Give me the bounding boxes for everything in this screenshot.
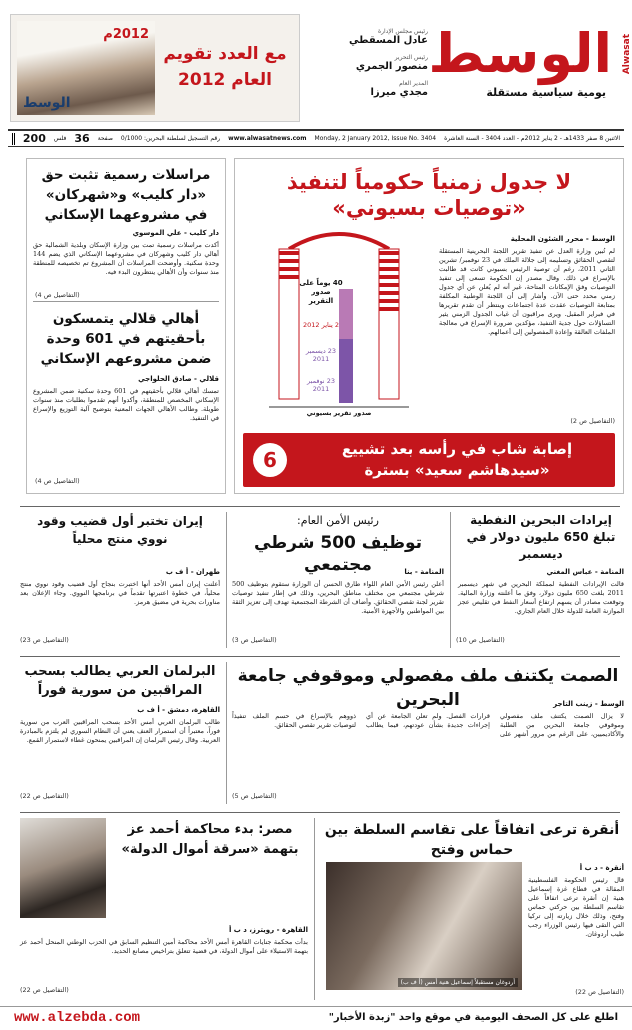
ankara-byline: أنقرة - د ب أ: [579, 864, 624, 872]
arab-parliament-body: طالب البرلمان العربي أمس الأحد بسحب المراقبين العرب من سورية فوراً، معتبراً أن استمرار العنف يعني أن النظام السوري لم يلتزم بالمبادرة العربية. وقال رئيس البرلمان إن المراقبين يمنحون غطاء لاستمرار القمع.: [20, 718, 220, 744]
housing1-byline: دار كليب - علي الموسوي: [132, 229, 219, 237]
pages-count: 36: [74, 132, 90, 145]
egypt-photo: [20, 818, 106, 918]
egypt-byline: القاهرة - رويترز، د ب أ: [228, 926, 308, 934]
revenue-byline: المنامة - عباس المغني: [546, 568, 624, 576]
lead-story: [234, 158, 624, 494]
calendar-year: 2012م: [103, 27, 149, 42]
footer-promo: اطلع على كل الصحف اليومية في موقع واحد "زبدة الأخبار": [328, 1012, 618, 1023]
housing2-continued[interactable]: (التفاصيل ص 4): [35, 477, 80, 485]
lead-body: لم تُبين وزارة العدل عن تنفيذ تقرير اللجنة البحرينية المستقلة لتقصي الحقائق وتسليمه إلى جلالة الملك في 23 نوفمبر/ تشرين الثاني 2011، رغم أن توصية الرئيس بسيوني كانت قد طالبت بالإسراع في ذلك. وقال مصدر إن الحكومة تسعى إلى تنفيذ التوصيات وفق الإمكانات المتاحة، غير أنه لم يُعلن عن أي جدول زمني محدد حتى الآن. وأشار إلى أن اللجنة الوطنية المكلفة بمتابعة التوصيات عقدت عدة اجتماعات وينتظر أن تقدم تقريرها في فبراير المقبل. ويرى مراقبون أن غياب الجدول الزمني يثير التساؤلات حول جدية التنفيذ، مؤكدين ضرورة الإسراع في معالجة الملفات العالقة وإعادة المفصولين إلى أعمالهم.: [439, 247, 615, 336]
col-divider-a: [450, 512, 451, 648]
masthead: [0, 0, 632, 128]
row4-top-rule: [20, 812, 620, 813]
lead-continued[interactable]: (التفاصيل ص 2): [570, 417, 615, 425]
timeline-bar-right: [379, 249, 399, 399]
timeline-bar-mid: [339, 339, 353, 403]
date-english: Monday, 2 January 2012, Issue No. 3404: [314, 135, 437, 142]
arab-parliament-story: [20, 662, 220, 804]
timeline-date-nov: 23 نوفمبر 2011: [307, 377, 335, 393]
timeline-caption: صدور تقرير بسيوني: [306, 409, 372, 417]
pages-label: صفحة: [97, 135, 113, 142]
iran-body: أعلنت إيران أمس الأحد أنها اختبرت بنجاح أول قضيب وقود نووي منتج محلياً، في خطوة اعتبرتها تقدماً في برنامجها النووي. وجاء الإعلان بعد مناورات بحرية في مضيق هرمز.: [20, 580, 220, 606]
footer-bar: [0, 1006, 632, 1030]
manager-title: المدير العام: [399, 80, 428, 87]
egypt-body: بدأت محكمة جنايات القاهرة أمس الأحد محاكمة أمين التنظيم السابق في الحزب الوطني المنحل أحمد عز بتهمة الاستيلاء على أموال الدولة، في قضية تتعلق بتراخيص مصانع الحديد.: [20, 938, 308, 955]
ankara-story: [320, 818, 624, 1000]
timeline-bar-left: [279, 249, 299, 399]
egypt-headline[interactable]: مصر: بدء محاكمة أحمد عز بتهمة «سرقة أموال الدولة»: [121, 822, 299, 857]
revenue-headline[interactable]: إيرادات البحرين النفطية تبلغ 650 مليون دولار في ديسمبر: [466, 513, 616, 561]
logo-text: الوسط: [428, 22, 612, 85]
housing-column: [26, 158, 226, 494]
police-continued[interactable]: (التفاصيل ص 3): [232, 636, 277, 644]
iran-headline[interactable]: إيران تختبر أول قضيب وقود نووي منتج محلياً: [37, 514, 203, 546]
revenue-body: قالت الإيرادات النفطية لمملكة البحرين في شهر ديسمبر 2011 بلغت 650 مليون دولار، وفق ما أعلنته وزارة المالية. وتوقعت مصادر أن يسهم ارتفاع أسعار النفط في تقليص عجز الموازنة العامة للدولة خلال العام الجاري.: [458, 580, 624, 615]
manager-name: مجدي ميرزا: [370, 87, 428, 98]
housing2-body: تمسك أهالي قلالي بأحقيتهم في 601 وحدة سكنية ضمن المشروع الإسكاني المخصص للمنطقة، وأكدوا أنهم تقدموا بطلبات منذ سنوات طويلة. وطالب الأهالي الجهات المعنية بتوضيح آلية التوزيع والإسراع في التنفيذ.: [33, 387, 219, 422]
housing1-body: أكدت مراسلات رسمية تمت بين وزارة الإسكان وبلدية الشمالية حق أهالي دار كليب وشهركان في مشروعهما الإسكاني الذي يضم 144 وحدة سكنية. وأوضحت المراسلات أن المشروع تم تخصيصه للمنطقة منذ سنوات وأن الأهالي ينتظرون البدء فيه.: [33, 241, 219, 276]
egypt-story: [20, 818, 308, 1000]
editor-name: منصور الجمري: [355, 61, 428, 72]
housing2-headline[interactable]: أهالي قلالي يتمسكون بأحقيتهم في 601 وحدة ضمن مشروعهم الإسكاني: [40, 311, 212, 367]
silence-byline: الوسط - زينب التاجر: [553, 700, 624, 708]
col-divider-b: [226, 512, 227, 648]
calendar-promo-title: مع العدد تقويم العام 2012: [163, 44, 287, 90]
registration: رقم التسجيل لسلطنة البحرين: 0/1000: [120, 135, 221, 142]
timeline-days: 40 يوماً على صدور التقرير: [299, 279, 343, 305]
police-body: أعلن رئيس الأمن العام اللواء طارق الحسن أن الوزارة ستقوم بتوظيف 500 شرطي مجتمعي من مختلف مناطق البحرين، وذلك في إطار تنفيذ توصيات تقرير لجنة تقصي الحقائق. وأضاف أن الشرطة المجتمعية تهدف إلى تعزيز الثقة بين المواطنين والأجهزة الأمنية.: [232, 580, 444, 615]
price-value: 200: [22, 132, 46, 145]
housing-divider: [33, 301, 219, 302]
date-arabic: الاثنين 8 صفر 1433هـ - 2 يناير 2012م - العدد 3404 - السنة العاشرة: [444, 135, 620, 142]
police-headline[interactable]: توظيف 500 شرطي مجتمعي: [253, 533, 423, 575]
arab-parliament-byline: القاهرة، دمشق - أ ف ب: [137, 706, 220, 714]
housing1-headline[interactable]: مراسلات رسمية تثبت حق «دار كليب» و«شهركان» في مشروعهما الإسكاني: [41, 167, 211, 223]
injury-page-badge: 6: [253, 443, 287, 477]
silence-continued[interactable]: (التفاصيل ص 5): [232, 792, 277, 800]
police-byline: المنامة - بنا: [404, 568, 444, 576]
staff-block: [308, 28, 428, 118]
website-link[interactable]: www.alwasatnews.com: [228, 135, 307, 142]
timeline-arc: [289, 234, 389, 249]
ankara-continued[interactable]: (التفاصيل ص 22): [575, 988, 624, 996]
silence-headline[interactable]: الصمت يكتنف ملف مفصولي وموقوفي جامعة البحرين: [237, 666, 619, 710]
dateline-strip: [8, 129, 624, 147]
lead-byline: الوسط - محرر الشئون المحلية: [510, 235, 615, 243]
row3-top-rule: [20, 656, 620, 657]
housing1-continued[interactable]: (التفاصيل ص 4): [35, 291, 80, 299]
silence-story: [232, 662, 624, 804]
arab-parliament-headline[interactable]: البرلمان العربي يطالب بسحب المراقبين من سورية فوراً: [24, 664, 216, 698]
injury-headline: إصابة شاب في رأسه بعد تشييع «سيدهاشم سعيد» بسترة: [341, 440, 573, 479]
ankara-photo: [326, 862, 522, 990]
iran-continued[interactable]: (التفاصيل ص 23): [20, 636, 69, 644]
calendar-cover-image: [17, 21, 155, 115]
row2-top-rule: [20, 506, 620, 507]
iran-story: [20, 512, 220, 648]
ankara-headline[interactable]: أنقرة ترعى اتفاقاً على تقاسم السلطة بين حماس وفتح: [324, 822, 620, 858]
timeline-graphic: [249, 229, 429, 425]
revenue-continued[interactable]: (التفاصيل ص 10): [456, 636, 505, 644]
revenue-story: [456, 512, 624, 648]
chairman-name: عادل المسقطي: [349, 35, 428, 46]
housing2-byline: قلالي - صادق الحلواجي: [138, 375, 219, 383]
chairman-title: رئيس مجلس الإدارة: [377, 28, 428, 35]
timeline-date-dec: 23 ديسمبر 2011: [305, 347, 337, 363]
calendar-promo[interactable]: [10, 14, 300, 122]
silence-body: لا يزال الصمت يكتنف ملف مفصولي وموقوفي جامعة البحرين من الطلبة والأكاديميين، على الرغم من مرور أشهر على قرارات الفصل. ولم تعلن الجامعة عن أي إجراءات جديدة بشأن عودتهم، فيما يطالب ذووهم بالإسراع في حسم الملف تنفيذاً لتوصيات تقرير تقصي الحقائق.: [232, 712, 624, 738]
egypt-continued[interactable]: (التفاصيل ص 22): [20, 986, 69, 994]
price-label: فلس: [53, 135, 67, 142]
police-story: [232, 512, 444, 648]
col-divider-d: [314, 818, 315, 1000]
timeline-date-jan: 2 يناير 2012: [303, 321, 339, 329]
col-divider-c: [226, 662, 227, 804]
editor-title: رئيس التحرير: [394, 54, 428, 61]
ankara-photo-caption: أردوغان مستقبلاً إسماعيل هنية أمس (أ ف ب): [398, 978, 518, 987]
footer-website[interactable]: www.alzebda.com: [14, 1010, 141, 1026]
calendar-logo: الوسط: [23, 95, 71, 111]
ankara-body: قال رئيس الحكومة الفلسطينية المقالة في قطاع غزة إسماعيل هنية إن أنقرة ترعى اتفاقاً على تقاسم السلطة بين حركتي حماس وفتح، وذلك خلال زيارته إلى تركيا التي التقى فيها رئيس الوزراء رجب طيب أردوغان.: [528, 876, 624, 938]
arab-parliament-continued[interactable]: (التفاصيل ص 22): [20, 792, 69, 800]
iran-byline: طهران - أ ف ب: [165, 568, 220, 576]
lead-headline[interactable]: لا جدول زمنياً حكومياً لتنفيذ «توصيات بسيوني»: [286, 170, 572, 220]
injury-box[interactable]: [243, 433, 615, 487]
barcode: [12, 133, 15, 145]
police-kicker: رئيس الأمن العام:: [297, 514, 379, 527]
logo-latin: Alwasat: [622, 34, 632, 75]
tagline: يومية سياسية مستقلة: [486, 86, 606, 99]
newspaper-logo: [428, 18, 632, 108]
